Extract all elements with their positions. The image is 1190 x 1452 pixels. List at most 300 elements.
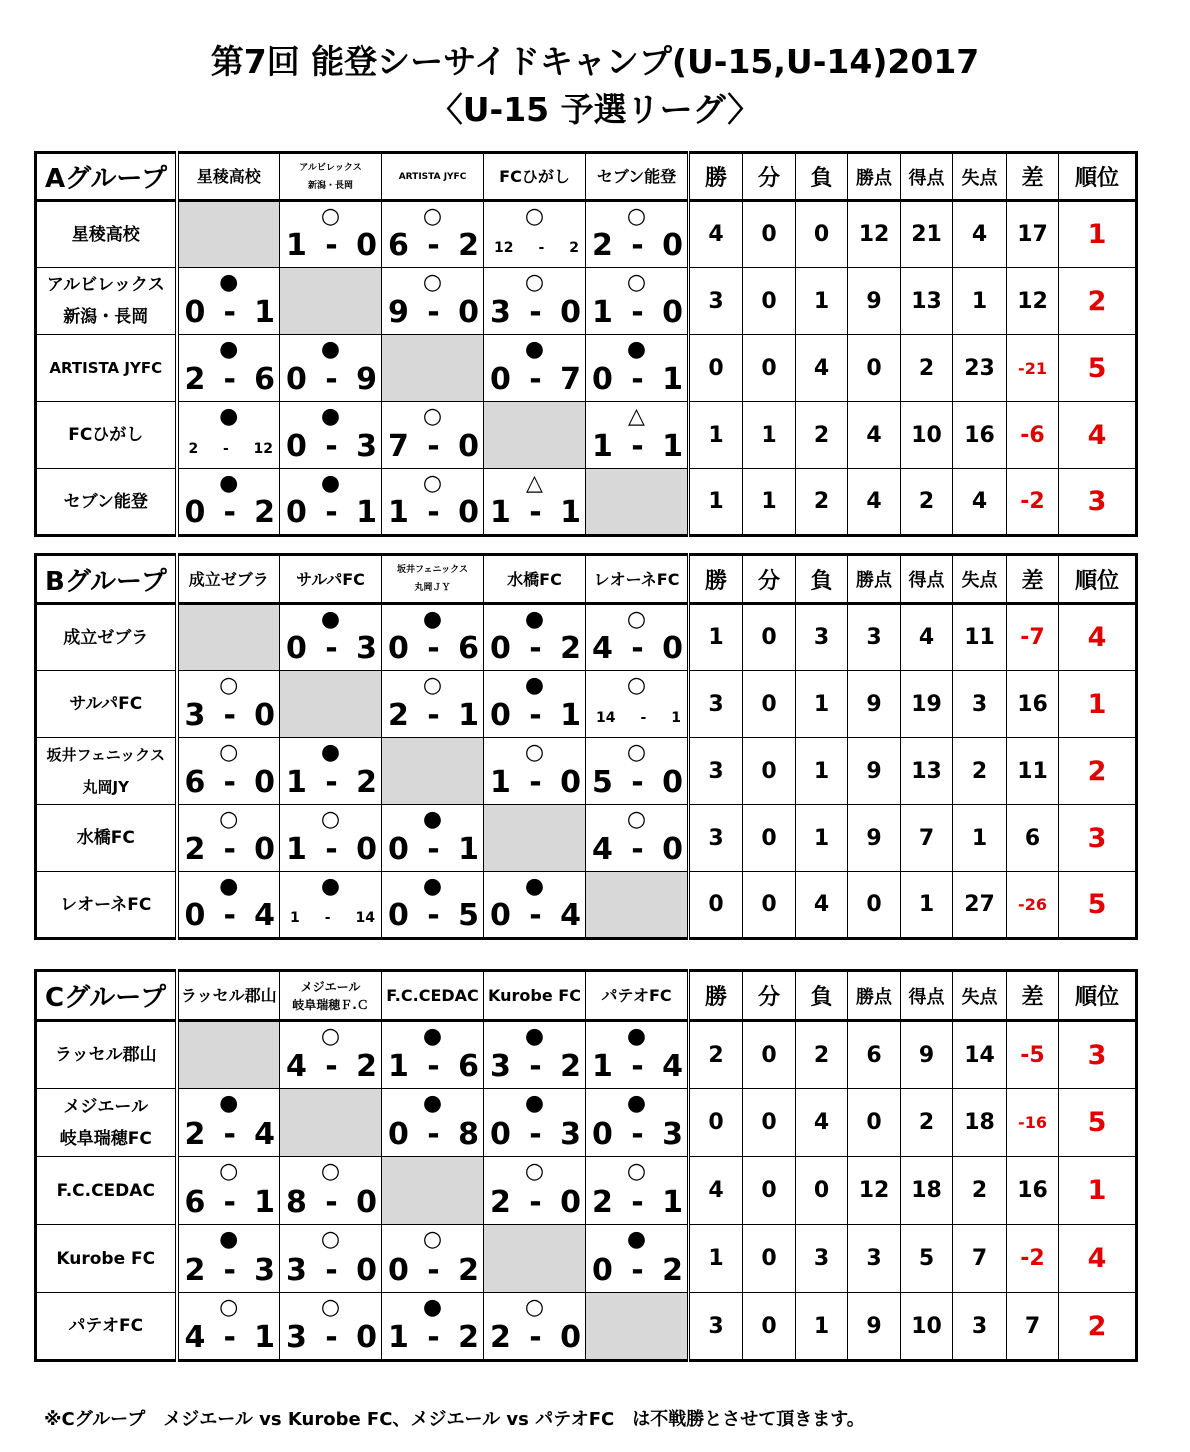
stat-losses: 3 <box>796 604 848 671</box>
stat-header: 分 <box>743 153 796 201</box>
page-subtitle: 〈U-15 予選リーグ〉 <box>429 90 761 129</box>
score-dash: - <box>631 631 644 666</box>
match-result-cell <box>484 335 586 402</box>
table-row <box>36 469 1137 536</box>
stat-header: 勝 <box>689 555 743 604</box>
win-icon: ○ <box>524 204 545 229</box>
loss-icon: ● <box>219 1227 239 1252</box>
stat-draws: 0 <box>743 872 796 939</box>
stat-header: 差 <box>1007 153 1059 201</box>
score-dash: - <box>325 429 338 464</box>
stat-draws: 0 <box>743 1293 796 1361</box>
match-result-cell <box>382 872 484 939</box>
stat-points: 6 <box>848 1021 901 1089</box>
loss-icon: ● <box>626 337 647 362</box>
win-icon: ○ <box>219 740 239 765</box>
stat-wins: 4 <box>689 1157 743 1225</box>
stat-draws: 0 <box>743 738 796 805</box>
score-against: 2 <box>458 1253 479 1288</box>
stat-points: 4 <box>848 402 901 469</box>
match-result-cell <box>382 469 484 536</box>
score-against: 0 <box>254 698 275 733</box>
match-result-cell <box>280 738 382 805</box>
score-against: 2 <box>356 1049 377 1084</box>
header-line: F.C.CEDAC <box>386 986 479 1005</box>
page-title: 第7回 能登シーサイドキャンプ(U-15,U-14)2017 <box>210 42 980 81</box>
score-against: 2 <box>356 765 377 800</box>
column-team-header <box>382 555 484 604</box>
score-for: 3 <box>184 698 206 733</box>
stat-points: 12 <box>848 201 901 268</box>
stat-goals-for: 2 <box>901 335 953 402</box>
score-for: 1 <box>286 765 307 800</box>
score-for: 0 <box>286 362 307 397</box>
stat-goals-against: 1 <box>953 805 1007 872</box>
stat-header: 得点 <box>901 555 953 604</box>
score-dash: - <box>222 441 229 457</box>
score-against: 2 <box>569 240 579 256</box>
header-line: アルビレックス <box>299 162 362 173</box>
match-result-cell <box>586 604 689 671</box>
score-for: 0 <box>184 295 206 330</box>
row-team-name <box>36 1021 177 1089</box>
score-for: 2 <box>490 1185 511 1220</box>
score-dash: - <box>427 1320 440 1355</box>
score-against: 14 <box>355 910 375 926</box>
header-line: 丸岡ＪＹ <box>414 583 451 593</box>
stat-header: 差 <box>1007 555 1059 604</box>
row-name-line: FCひがし <box>68 425 144 445</box>
stat-losses: 3 <box>796 1225 848 1293</box>
stat-losses: 4 <box>796 872 848 939</box>
loss-icon: ● <box>524 1091 545 1116</box>
score-against: 0 <box>560 765 581 800</box>
header-line: ARTISTA JYFC <box>398 171 467 182</box>
stat-header: 分 <box>743 971 796 1021</box>
score-for: 6 <box>184 765 206 800</box>
score-for: 0 <box>286 631 307 666</box>
row-name-line: メジエール <box>63 1096 149 1117</box>
stat-draws: 0 <box>743 604 796 671</box>
score-against: 1 <box>458 832 479 867</box>
score-for: 4 <box>592 832 613 867</box>
stat-goals-for: 13 <box>901 738 953 805</box>
match-result-cell <box>177 805 280 872</box>
score-for: 2 <box>490 1320 511 1355</box>
table-row <box>36 1225 1137 1293</box>
score-against: 0 <box>560 1185 581 1220</box>
table-row <box>36 604 1137 671</box>
score-for: 0 <box>184 898 206 933</box>
match-result-cell <box>280 335 382 402</box>
score-dash: - <box>325 1320 338 1355</box>
stat-draws: 0 <box>743 1225 796 1293</box>
win-icon: ○ <box>219 673 239 698</box>
stat-goal-diff: -2 <box>1007 469 1059 536</box>
loss-icon: ● <box>422 1091 443 1116</box>
stat-wins: 1 <box>689 604 743 671</box>
self-match-cell <box>280 1089 382 1157</box>
table-row <box>36 1021 1137 1089</box>
self-match-cell <box>484 402 586 469</box>
stat-goal-diff: -16 <box>1007 1089 1059 1157</box>
win-icon: ○ <box>422 404 443 429</box>
stat-goal-diff: 7 <box>1007 1293 1059 1361</box>
match-result-cell <box>484 1293 586 1361</box>
match-result-cell <box>280 1293 382 1361</box>
stat-goals-for: 9 <box>901 1021 953 1089</box>
win-icon: ○ <box>524 1159 545 1184</box>
stat-goal-diff: 11 <box>1007 738 1059 805</box>
match-result-cell <box>382 671 484 738</box>
win-icon: ○ <box>320 807 341 832</box>
match-result-cell <box>382 604 484 671</box>
column-team-header <box>177 153 280 201</box>
score-for: 7 <box>388 429 409 464</box>
score-for: 4 <box>286 1049 307 1084</box>
score-for: 1 <box>290 910 300 926</box>
score-dash: - <box>223 1253 236 1288</box>
score-for: 2 <box>188 441 199 457</box>
score-for: 3 <box>490 1049 511 1084</box>
score-dash: - <box>529 495 542 530</box>
score-against: 2 <box>560 1049 581 1084</box>
row-name-line: パテオFC <box>68 1316 144 1336</box>
score-for: 0 <box>286 495 307 530</box>
match-result-cell <box>280 1157 382 1225</box>
row-team-name <box>36 1225 177 1293</box>
header-line: 水橋FC <box>507 569 562 589</box>
score-against: 0 <box>560 1320 581 1355</box>
score-dash: - <box>427 631 440 666</box>
row-team-name <box>36 335 177 402</box>
score-against: 0 <box>662 832 683 867</box>
stat-rank: 3 <box>1059 805 1137 872</box>
score-against: 1 <box>662 1185 683 1220</box>
row-team-name <box>36 805 177 872</box>
stat-losses: 1 <box>796 805 848 872</box>
score-for: 1 <box>490 495 511 530</box>
header-line: レオーネFC <box>593 569 680 589</box>
table-row <box>36 1157 1137 1225</box>
row-name-line: ラッセル郡山 <box>54 1045 157 1065</box>
score-against: 1 <box>560 698 581 733</box>
score-for: 3 <box>490 295 511 330</box>
loss-icon: ● <box>626 1227 647 1252</box>
score-for: 5 <box>592 765 613 800</box>
group-name: Aグループ <box>36 153 177 201</box>
stat-goal-diff: 6 <box>1007 805 1059 872</box>
match-result-cell <box>177 1089 280 1157</box>
loss-icon: ● <box>320 874 341 899</box>
score-for: 0 <box>592 1117 613 1152</box>
stat-wins: 0 <box>689 335 743 402</box>
loss-icon: ● <box>219 874 239 899</box>
loss-icon: ● <box>524 337 545 362</box>
self-match-cell <box>382 335 484 402</box>
score-against: 9 <box>356 362 377 397</box>
score-dash: - <box>223 1117 236 1152</box>
stat-points: 9 <box>848 805 901 872</box>
match-result-cell <box>586 671 689 738</box>
stat-wins: 3 <box>689 671 743 738</box>
stat-goals-for: 5 <box>901 1225 953 1293</box>
table-row <box>36 268 1137 335</box>
score-for: 0 <box>388 1117 409 1152</box>
stat-goal-diff: -21 <box>1007 335 1059 402</box>
score-dash: - <box>631 228 644 263</box>
row-team-name <box>36 469 177 536</box>
win-icon: ○ <box>626 673 647 698</box>
loss-icon: ● <box>219 404 239 429</box>
stat-draws: 0 <box>743 1021 796 1089</box>
score-against: 0 <box>254 765 275 800</box>
stat-header: 勝 <box>689 971 743 1021</box>
column-team-header <box>586 555 689 604</box>
score-dash: - <box>427 698 440 733</box>
stat-losses: 0 <box>796 1157 848 1225</box>
stat-goals-against: 4 <box>953 469 1007 536</box>
draw-icon: △ <box>628 404 645 429</box>
score-against: 0 <box>356 832 377 867</box>
stat-goals-for: 21 <box>901 201 953 268</box>
score-dash: - <box>640 710 647 726</box>
win-icon: ○ <box>626 1159 647 1184</box>
score-dash: - <box>427 832 440 867</box>
header-line: Kurobe FC <box>488 986 581 1005</box>
score-against: 0 <box>458 429 479 464</box>
win-icon: ○ <box>626 607 647 632</box>
score-against: 3 <box>356 429 377 464</box>
loss-icon: ● <box>320 404 341 429</box>
score-dash: - <box>325 362 338 397</box>
stat-losses: 4 <box>796 1089 848 1157</box>
score-against: 1 <box>560 495 581 530</box>
score-for: 2 <box>184 1117 206 1152</box>
match-result-cell <box>382 1089 484 1157</box>
score-for: 6 <box>388 228 409 263</box>
score-dash: - <box>325 1253 338 1288</box>
stat-wins: 3 <box>689 1293 743 1361</box>
score-dash: - <box>529 1117 542 1152</box>
stat-goals-against: 18 <box>953 1089 1007 1157</box>
score-for: 9 <box>388 295 409 330</box>
row-name-line: セブン能登 <box>63 491 148 512</box>
match-result-cell <box>382 1225 484 1293</box>
score-against: 2 <box>458 1320 479 1355</box>
column-team-header <box>484 555 586 604</box>
win-icon: ○ <box>422 1227 443 1252</box>
match-result-cell <box>280 201 382 268</box>
score-dash: - <box>223 832 236 867</box>
match-result-cell <box>586 268 689 335</box>
stat-draws: 0 <box>743 1157 796 1225</box>
stat-rank: 2 <box>1059 738 1137 805</box>
win-icon: ○ <box>320 204 341 229</box>
stat-goals-for: 2 <box>901 1089 953 1157</box>
stat-header: 分 <box>743 555 796 604</box>
self-match-cell <box>484 1225 586 1293</box>
stat-header: 差 <box>1007 971 1059 1021</box>
row-name-line: Kurobe FC <box>56 1248 156 1269</box>
stat-goals-against: 2 <box>953 738 1007 805</box>
loss-icon: ● <box>320 740 341 765</box>
score-dash: - <box>223 1320 236 1355</box>
stat-goals-against: 16 <box>953 402 1007 469</box>
stat-goal-diff: 16 <box>1007 671 1059 738</box>
score-dash: - <box>631 765 644 800</box>
stat-header: 勝 <box>689 153 743 201</box>
score-dash: - <box>325 1185 338 1220</box>
loss-icon: ● <box>626 1091 647 1116</box>
match-result-cell <box>280 402 382 469</box>
score-dash: - <box>529 631 542 666</box>
stat-goal-diff: 12 <box>1007 268 1059 335</box>
stat-goal-diff: 17 <box>1007 201 1059 268</box>
stat-losses: 1 <box>796 671 848 738</box>
stat-rank: 3 <box>1059 1021 1137 1089</box>
row-team-name <box>36 671 177 738</box>
footnote: ※Cグループ メジエール vs Kurobe FC、メジエール vs パテオFC は不戦勝とさせて頂きます。 <box>44 1409 865 1430</box>
stat-points: 0 <box>848 335 901 402</box>
score-against: 1 <box>458 698 479 733</box>
stat-draws: 1 <box>743 469 796 536</box>
row-name-line: ARTISTA JYFC <box>49 359 163 377</box>
stat-rank: 1 <box>1059 201 1137 268</box>
loss-icon: ● <box>219 471 239 496</box>
header-line: セブン能登 <box>596 167 677 186</box>
column-team-header <box>177 971 280 1021</box>
stat-points: 9 <box>848 738 901 805</box>
match-result-cell <box>382 402 484 469</box>
stat-goals-against: 3 <box>953 1293 1007 1361</box>
loss-icon: ● <box>422 607 443 632</box>
group-table <box>34 151 1138 537</box>
score-dash: - <box>325 832 338 867</box>
row-name-line: 岐阜瑞穂FC <box>59 1128 152 1149</box>
match-result-cell <box>484 872 586 939</box>
score-against: 3 <box>254 1253 275 1288</box>
score-against: 1 <box>662 429 683 464</box>
stat-goals-for: 1 <box>901 872 953 939</box>
score-for: 0 <box>490 631 511 666</box>
win-icon: ○ <box>422 270 443 295</box>
score-for: 1 <box>592 295 613 330</box>
stat-goals-for: 10 <box>901 402 953 469</box>
match-result-cell <box>484 469 586 536</box>
stat-points: 4 <box>848 469 901 536</box>
row-team-name <box>36 268 177 335</box>
stat-points: 0 <box>848 872 901 939</box>
match-result-cell <box>484 201 586 268</box>
match-result-cell <box>586 738 689 805</box>
score-against: 5 <box>458 898 479 933</box>
row-name-line: レオーネFC <box>60 894 152 915</box>
match-result-cell <box>586 1225 689 1293</box>
score-dash: - <box>529 1185 542 1220</box>
group-name: Cグループ <box>36 971 177 1021</box>
match-result-cell <box>280 1021 382 1089</box>
score-for: 1 <box>388 1320 409 1355</box>
score-dash: - <box>427 295 440 330</box>
self-match-cell <box>177 201 280 268</box>
self-match-cell <box>484 805 586 872</box>
column-team-header <box>586 971 689 1021</box>
stat-rank: 3 <box>1059 469 1137 536</box>
self-match-cell <box>280 671 382 738</box>
score-against: 2 <box>662 1253 683 1288</box>
score-against: 0 <box>662 631 683 666</box>
win-icon: ○ <box>524 740 545 765</box>
score-against: 0 <box>458 495 479 530</box>
score-for: 1 <box>388 495 409 530</box>
score-against: 1 <box>254 1320 275 1355</box>
stat-header: 勝点 <box>848 153 901 201</box>
stat-points: 3 <box>848 1225 901 1293</box>
stat-points: 9 <box>848 1293 901 1361</box>
score-dash: - <box>223 295 236 330</box>
score-for: 0 <box>592 1253 613 1288</box>
stat-goals-for: 19 <box>901 671 953 738</box>
column-team-header <box>280 971 382 1021</box>
stat-rank: 5 <box>1059 1089 1137 1157</box>
stat-rank: 5 <box>1059 335 1137 402</box>
table-row <box>36 201 1137 268</box>
stat-draws: 0 <box>743 805 796 872</box>
match-result-cell <box>382 201 484 268</box>
score-against: 0 <box>662 295 683 330</box>
loss-icon: ● <box>219 337 239 362</box>
match-result-cell <box>382 268 484 335</box>
score-against: 2 <box>254 495 275 530</box>
score-dash: - <box>325 495 338 530</box>
score-dash: - <box>325 631 338 666</box>
stat-header: 負 <box>796 153 848 201</box>
score-dash: - <box>427 1049 440 1084</box>
stat-losses: 2 <box>796 402 848 469</box>
score-dash: - <box>324 910 331 926</box>
stat-header: 得点 <box>901 153 953 201</box>
score-for: 2 <box>184 362 206 397</box>
stat-wins: 4 <box>689 201 743 268</box>
header-line: ラッセル郡山 <box>180 986 277 1005</box>
win-icon: ○ <box>219 1159 239 1184</box>
score-dash: - <box>325 228 338 263</box>
match-result-cell <box>177 1157 280 1225</box>
row-name-line: サルパFC <box>69 694 143 714</box>
stat-losses: 2 <box>796 1021 848 1089</box>
score-against: 4 <box>662 1049 683 1084</box>
score-for: 4 <box>592 631 613 666</box>
stat-goals-against: 11 <box>953 604 1007 671</box>
stat-goal-diff: -7 <box>1007 604 1059 671</box>
stat-wins: 0 <box>689 1089 743 1157</box>
match-result-cell <box>177 1293 280 1361</box>
match-result-cell <box>177 469 280 536</box>
score-for: 1 <box>388 1049 409 1084</box>
table-row <box>36 872 1137 939</box>
score-dash: - <box>427 429 440 464</box>
header-line: 坂井フェニックス <box>396 565 469 575</box>
score-against: 4 <box>560 898 581 933</box>
self-match-cell <box>382 738 484 805</box>
stat-header: 負 <box>796 555 848 604</box>
column-team-header <box>382 153 484 201</box>
stat-wins: 3 <box>689 738 743 805</box>
score-for: 6 <box>184 1185 206 1220</box>
win-icon: ○ <box>422 204 443 229</box>
stat-header: 勝点 <box>848 971 901 1021</box>
